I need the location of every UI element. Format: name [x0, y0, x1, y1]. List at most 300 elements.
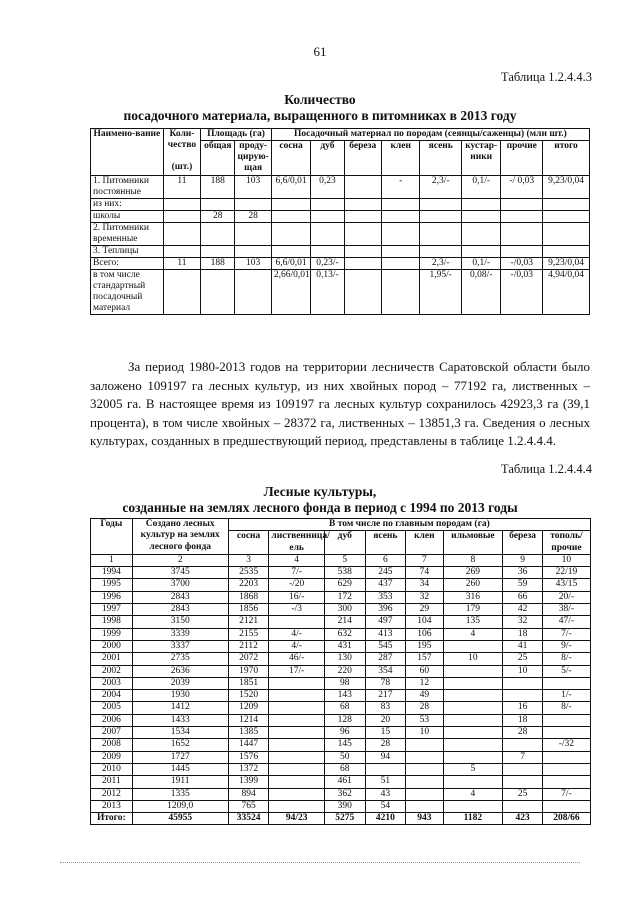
- table-cell: [344, 223, 381, 246]
- table-cell: [443, 800, 503, 812]
- table-cell: 3337: [132, 640, 228, 652]
- table-cell: [163, 211, 200, 223]
- table-cell: 1999: [91, 628, 133, 640]
- table-cell: 2121: [228, 616, 269, 628]
- table-cell: 54: [365, 800, 406, 812]
- table-cell: 20: [365, 714, 406, 726]
- table-cell: 9,23/0,04: [543, 258, 590, 270]
- header-count: [163, 129, 200, 176]
- table-row: [91, 702, 591, 714]
- row-name: в том числе стандартный посадочный материал: [91, 270, 164, 315]
- table-cell: [269, 727, 325, 739]
- table-cell: [406, 800, 443, 812]
- table-cell: [344, 176, 381, 199]
- table-cell: 1727: [132, 751, 228, 763]
- table-cell: [420, 246, 462, 258]
- table2-title: [0, 484, 640, 516]
- total-cell: 1182: [443, 813, 503, 825]
- table-cell: 188: [201, 176, 235, 199]
- header-species: кустар-ники: [461, 141, 500, 176]
- table-cell: 42: [503, 604, 543, 616]
- table-cell: 1997: [91, 604, 133, 616]
- table-cell: 269: [443, 567, 503, 579]
- column-number: 10: [542, 554, 590, 566]
- table-cell: -/0,03: [501, 258, 543, 270]
- table-cell: [501, 199, 543, 211]
- table-cell: 538: [324, 567, 365, 579]
- table-cell: 1445: [132, 763, 228, 775]
- table-cell: [406, 751, 443, 763]
- table-cell: [235, 223, 271, 246]
- table-cell: [381, 270, 419, 315]
- column-number: 9: [503, 554, 543, 566]
- table-cell: 7: [503, 751, 543, 763]
- table-cell: 8/-: [542, 653, 590, 665]
- table-cell: -/32: [542, 739, 590, 751]
- forest-cultures-table: [90, 518, 591, 825]
- table-row: [91, 739, 591, 751]
- table-cell: [443, 739, 503, 751]
- table-cell: [542, 727, 590, 739]
- table-cell: [269, 800, 325, 812]
- table-cell: 497: [365, 616, 406, 628]
- table-row: [91, 591, 591, 603]
- table-cell: 2535: [228, 567, 269, 579]
- table-cell: 98: [324, 677, 365, 689]
- table2-title-line1: Лесные культуры,: [263, 484, 377, 499]
- table-cell: 2007: [91, 727, 133, 739]
- table-cell: 25: [503, 788, 543, 800]
- table-cell: [235, 270, 271, 315]
- header-species: прочие: [501, 141, 543, 176]
- table-cell: 287: [365, 653, 406, 665]
- header-area-productive: проду-цирую-щая: [235, 141, 271, 176]
- table-row: [91, 640, 591, 652]
- table-cell: [503, 739, 543, 751]
- table-cell: [201, 270, 235, 315]
- table-cell: [235, 199, 271, 211]
- header-material: Посадочный материал по породам (сеянцы/саженцы) (млн шт.): [271, 129, 589, 141]
- header-species: береза: [503, 531, 543, 555]
- table-cell: 396: [365, 604, 406, 616]
- table-cell: 0,08/-: [461, 270, 500, 315]
- table-row: [91, 604, 591, 616]
- table-cell: 1998: [91, 616, 133, 628]
- table-cell: 16: [503, 702, 543, 714]
- table-cell: 104: [406, 616, 443, 628]
- table-cell: [443, 665, 503, 677]
- table-cell: 28: [365, 739, 406, 751]
- table-cell: 41: [503, 640, 543, 652]
- total-cell: 94/23: [269, 813, 325, 825]
- table-cell: 2112: [228, 640, 269, 652]
- table-cell: 5/-: [542, 665, 590, 677]
- table-cell: 260: [443, 579, 503, 591]
- table-cell: 2,3/-: [420, 258, 462, 270]
- table-cell: 2155: [228, 628, 269, 640]
- table-cell: 1576: [228, 751, 269, 763]
- table-cell: 20/-: [542, 591, 590, 603]
- table-cell: [381, 199, 419, 211]
- table-cell: 179: [443, 604, 503, 616]
- table-cell: 1856: [228, 604, 269, 616]
- table-cell: -/3: [269, 604, 325, 616]
- table-cell: 353: [365, 591, 406, 603]
- table-cell: 1930: [132, 690, 228, 702]
- table-cell: 2012: [91, 788, 133, 800]
- header-species: тополь/ прочие: [542, 531, 590, 555]
- column-number: 4: [269, 554, 325, 566]
- header-years: Годы: [91, 519, 133, 555]
- table-cell: 43/15: [542, 579, 590, 591]
- table-cell: 49: [406, 690, 443, 702]
- table1-title: [0, 92, 640, 124]
- table-cell: 2039: [132, 677, 228, 689]
- table-cell: [163, 223, 200, 246]
- table-cell: 103: [235, 258, 271, 270]
- table-cell: [461, 211, 500, 223]
- table-cell: [443, 727, 503, 739]
- header-species: ясень: [365, 531, 406, 555]
- header-species: лиственница/ ель: [269, 531, 325, 555]
- table-cell: [542, 714, 590, 726]
- header-area: Площадь (га): [201, 129, 272, 141]
- table-cell: 2013: [91, 800, 133, 812]
- row-name: Всего:: [91, 258, 164, 270]
- body-paragraph: [90, 358, 590, 451]
- header-species: ясень: [420, 141, 462, 176]
- table-cell: [503, 763, 543, 775]
- table-cell: 7/-: [542, 788, 590, 800]
- table-row: [91, 176, 590, 199]
- table-cell: [269, 714, 325, 726]
- header-count-label: Коли-чество: [167, 129, 197, 150]
- table-cell: 413: [365, 628, 406, 640]
- table-cell: 2010: [91, 763, 133, 775]
- table-cell: [381, 211, 419, 223]
- table-cell: [235, 246, 271, 258]
- table-cell: 7/-: [269, 567, 325, 579]
- table-cell: 43: [365, 788, 406, 800]
- table1-label: Таблица 1.2.4.4.3: [501, 70, 592, 84]
- table-cell: [271, 199, 310, 211]
- table-cell: [269, 763, 325, 775]
- table-cell: 4,94/0,04: [543, 270, 590, 315]
- table-cell: [344, 270, 381, 315]
- table-cell: 1652: [132, 739, 228, 751]
- header-area-total: общая: [201, 141, 235, 176]
- table-cell: [461, 199, 500, 211]
- table-row: [91, 211, 590, 223]
- table-cell: 2005: [91, 702, 133, 714]
- page-number: 61: [313, 44, 327, 59]
- table-cell: 143: [324, 690, 365, 702]
- table-row: [91, 665, 591, 677]
- table-cell: [269, 690, 325, 702]
- table-row: [91, 690, 591, 702]
- table-cell: 12: [406, 677, 443, 689]
- table-cell: 8/-: [542, 702, 590, 714]
- table-cell: 2843: [132, 591, 228, 603]
- header-created: Создано лесных культур на землях лесного фонда: [132, 519, 228, 555]
- table-row: [91, 763, 591, 775]
- table-cell: [311, 211, 344, 223]
- column-number: 5: [324, 554, 365, 566]
- table-cell: [501, 211, 543, 223]
- table-cell: 1868: [228, 591, 269, 603]
- table-cell: 28: [201, 211, 235, 223]
- table-row: [91, 714, 591, 726]
- table-cell: 4: [443, 788, 503, 800]
- table-cell: 25: [503, 653, 543, 665]
- table-cell: [269, 739, 325, 751]
- table-cell: 1996: [91, 591, 133, 603]
- bottom-divider: [60, 862, 580, 863]
- table-row: [91, 199, 590, 211]
- table-cell: 0,13/-: [311, 270, 344, 315]
- table-cell: 74: [406, 567, 443, 579]
- table-cell: 1433: [132, 714, 228, 726]
- table-cell: 2072: [228, 653, 269, 665]
- table-cell: 145: [324, 739, 365, 751]
- table-cell: 1520: [228, 690, 269, 702]
- table-cell: 195: [406, 640, 443, 652]
- table-cell: 629: [324, 579, 365, 591]
- table-cell: 11: [163, 176, 200, 199]
- table-cell: 1412: [132, 702, 228, 714]
- table-cell: 2,66/0,01: [271, 270, 310, 315]
- table-cell: [503, 690, 543, 702]
- table-cell: 765: [228, 800, 269, 812]
- table-cell: 545: [365, 640, 406, 652]
- table-cell: 103: [235, 176, 271, 199]
- table-cell: [201, 199, 235, 211]
- table-cell: [381, 223, 419, 246]
- table-row: [91, 258, 590, 270]
- table-cell: [420, 211, 462, 223]
- total-row: [91, 813, 591, 825]
- table-cell: 6,6/0,01: [271, 176, 310, 199]
- header-species: клен: [406, 531, 443, 555]
- table-cell: [503, 776, 543, 788]
- table-cell: [365, 763, 406, 775]
- table-cell: [163, 199, 200, 211]
- table-cell: [311, 246, 344, 258]
- table-cell: 437: [365, 579, 406, 591]
- table-cell: [271, 211, 310, 223]
- table-cell: [543, 246, 590, 258]
- table-cell: [344, 199, 381, 211]
- table-cell: 220: [324, 665, 365, 677]
- table-cell: 3150: [132, 616, 228, 628]
- table-cell: 632: [324, 628, 365, 640]
- table-cell: 2002: [91, 665, 133, 677]
- table-cell: 78: [365, 677, 406, 689]
- table-cell: 83: [365, 702, 406, 714]
- header-species: сосна: [228, 531, 269, 555]
- table-cell: 47/-: [542, 616, 590, 628]
- header-name: Наимено-вание: [91, 129, 164, 176]
- table-cell: 172: [324, 591, 365, 603]
- table-cell: 1970: [228, 665, 269, 677]
- table-cell: -/0,03: [501, 270, 543, 315]
- table-cell: 316: [443, 591, 503, 603]
- table-cell: 11: [163, 258, 200, 270]
- table-cell: 2735: [132, 653, 228, 665]
- table-cell: [201, 223, 235, 246]
- table-cell: 16/-: [269, 591, 325, 603]
- column-number: 7: [406, 554, 443, 566]
- table-cell: 2001: [91, 653, 133, 665]
- table-cell: 1209,0: [132, 800, 228, 812]
- table-cell: 2000: [91, 640, 133, 652]
- table-cell: [406, 776, 443, 788]
- table-cell: 29: [406, 604, 443, 616]
- column-number: 6: [365, 554, 406, 566]
- table-cell: 2203: [228, 579, 269, 591]
- table-cell: 28: [406, 702, 443, 714]
- table-cell: 1534: [132, 727, 228, 739]
- table-cell: [443, 714, 503, 726]
- table-cell: [406, 788, 443, 800]
- header-count-unit: (шт.): [171, 162, 193, 172]
- table-cell: 46/-: [269, 653, 325, 665]
- table-cell: -/20: [269, 579, 325, 591]
- table-row: [91, 727, 591, 739]
- table-cell: 188: [201, 258, 235, 270]
- table-cell: 66: [503, 591, 543, 603]
- table-cell: 22/19: [542, 567, 590, 579]
- table-cell: [271, 223, 310, 246]
- table-cell: 1995: [91, 579, 133, 591]
- table-cell: 68: [324, 763, 365, 775]
- table-row: [91, 628, 591, 640]
- table-cell: [443, 776, 503, 788]
- table-cell: 106: [406, 628, 443, 640]
- paragraph-text: За период 1980-2013 годов на территории лесничеств Саратовской области было заложено 109197 га лесных культур, из них хвойных пород – 77192 га, лиственных – 32005 га. В настоящее время из 109197 га лесных культур сохранилось 42923,3 га (39,1 процента), в том числе хвойных – 28372 га, лиственных – 13851,3 га. Сведения о лесных культурах, созданных в предшествующий период, представлены в таблице 1.2.4.4.4.: [90, 359, 590, 448]
- table-cell: [311, 223, 344, 246]
- table-cell: 300: [324, 604, 365, 616]
- total-cell: 423: [503, 813, 543, 825]
- table-cell: 157: [406, 653, 443, 665]
- column-number: 3: [228, 554, 269, 566]
- table-cell: 2006: [91, 714, 133, 726]
- seedlings-table: [90, 128, 590, 315]
- table-cell: 3339: [132, 628, 228, 640]
- table-cell: [503, 800, 543, 812]
- table-cell: 2003: [91, 677, 133, 689]
- table-cell: 4/-: [269, 628, 325, 640]
- table-cell: 10: [443, 653, 503, 665]
- table-cell: 2008: [91, 739, 133, 751]
- table-cell: 53: [406, 714, 443, 726]
- table-cell: [443, 640, 503, 652]
- table-row: [91, 567, 591, 579]
- table-cell: [543, 223, 590, 246]
- table-cell: 1399: [228, 776, 269, 788]
- row-name: 2. Питомники временные: [91, 223, 164, 246]
- table-cell: 2,3/-: [420, 176, 462, 199]
- row-name: 1. Питомники постоянные: [91, 176, 164, 199]
- table-cell: 130: [324, 653, 365, 665]
- table-row: [91, 776, 591, 788]
- table-cell: [311, 199, 344, 211]
- header-species: сосна: [271, 141, 310, 176]
- table-cell: [269, 751, 325, 763]
- table-cell: 1209: [228, 702, 269, 714]
- table-cell: 7/-: [542, 628, 590, 640]
- table-cell: 217: [365, 690, 406, 702]
- table-cell: 128: [324, 714, 365, 726]
- table-cell: 10: [406, 727, 443, 739]
- table-cell: [271, 246, 310, 258]
- table-cell: 18: [503, 628, 543, 640]
- total-cell: 943: [406, 813, 443, 825]
- table-cell: [269, 776, 325, 788]
- table-row: [91, 246, 590, 258]
- table-cell: 0,1/-: [461, 176, 500, 199]
- table-cell: 9,23/0,04: [543, 176, 590, 199]
- table-cell: 1851: [228, 677, 269, 689]
- table-cell: [542, 776, 590, 788]
- table-row: [91, 270, 590, 315]
- table-cell: 17/-: [269, 665, 325, 677]
- table-cell: 1335: [132, 788, 228, 800]
- table-cell: [201, 246, 235, 258]
- table-cell: [269, 788, 325, 800]
- table-cell: 894: [228, 788, 269, 800]
- header-species: дуб: [324, 531, 365, 555]
- table-cell: 51: [365, 776, 406, 788]
- table-cell: [163, 270, 200, 315]
- table-cell: 36: [503, 567, 543, 579]
- table-row: [91, 788, 591, 800]
- table-cell: 4/-: [269, 640, 325, 652]
- header-species: итого: [543, 141, 590, 176]
- header-species: клен: [381, 141, 419, 176]
- table-cell: [269, 616, 325, 628]
- table-cell: 50: [324, 751, 365, 763]
- table-cell: 1994: [91, 567, 133, 579]
- table-cell: 34: [406, 579, 443, 591]
- table-cell: 60: [406, 665, 443, 677]
- header-by-species: В том числе по главным породам (га): [228, 519, 590, 531]
- table-cell: 245: [365, 567, 406, 579]
- row-name: школы: [91, 211, 164, 223]
- column-number: 8: [443, 554, 503, 566]
- table-cell: [163, 246, 200, 258]
- table-cell: 96: [324, 727, 365, 739]
- row-name: 3. Теплицы: [91, 246, 164, 258]
- table-cell: 68: [324, 702, 365, 714]
- table-cell: [461, 223, 500, 246]
- table-cell: 28: [235, 211, 271, 223]
- table-cell: 2636: [132, 665, 228, 677]
- table-cell: [461, 246, 500, 258]
- table-cell: [344, 258, 381, 270]
- total-cell: 45955: [132, 813, 228, 825]
- table-cell: [501, 223, 543, 246]
- total-cell: 5275: [324, 813, 365, 825]
- table-cell: 59: [503, 579, 543, 591]
- table-cell: [543, 211, 590, 223]
- table-cell: [420, 199, 462, 211]
- table-cell: [503, 677, 543, 689]
- table1-title-line2: посадочного материала, выращенного в питомниках в 2013 году: [123, 108, 517, 123]
- table-cell: 2004: [91, 690, 133, 702]
- table-cell: 1385: [228, 727, 269, 739]
- table-cell: 94: [365, 751, 406, 763]
